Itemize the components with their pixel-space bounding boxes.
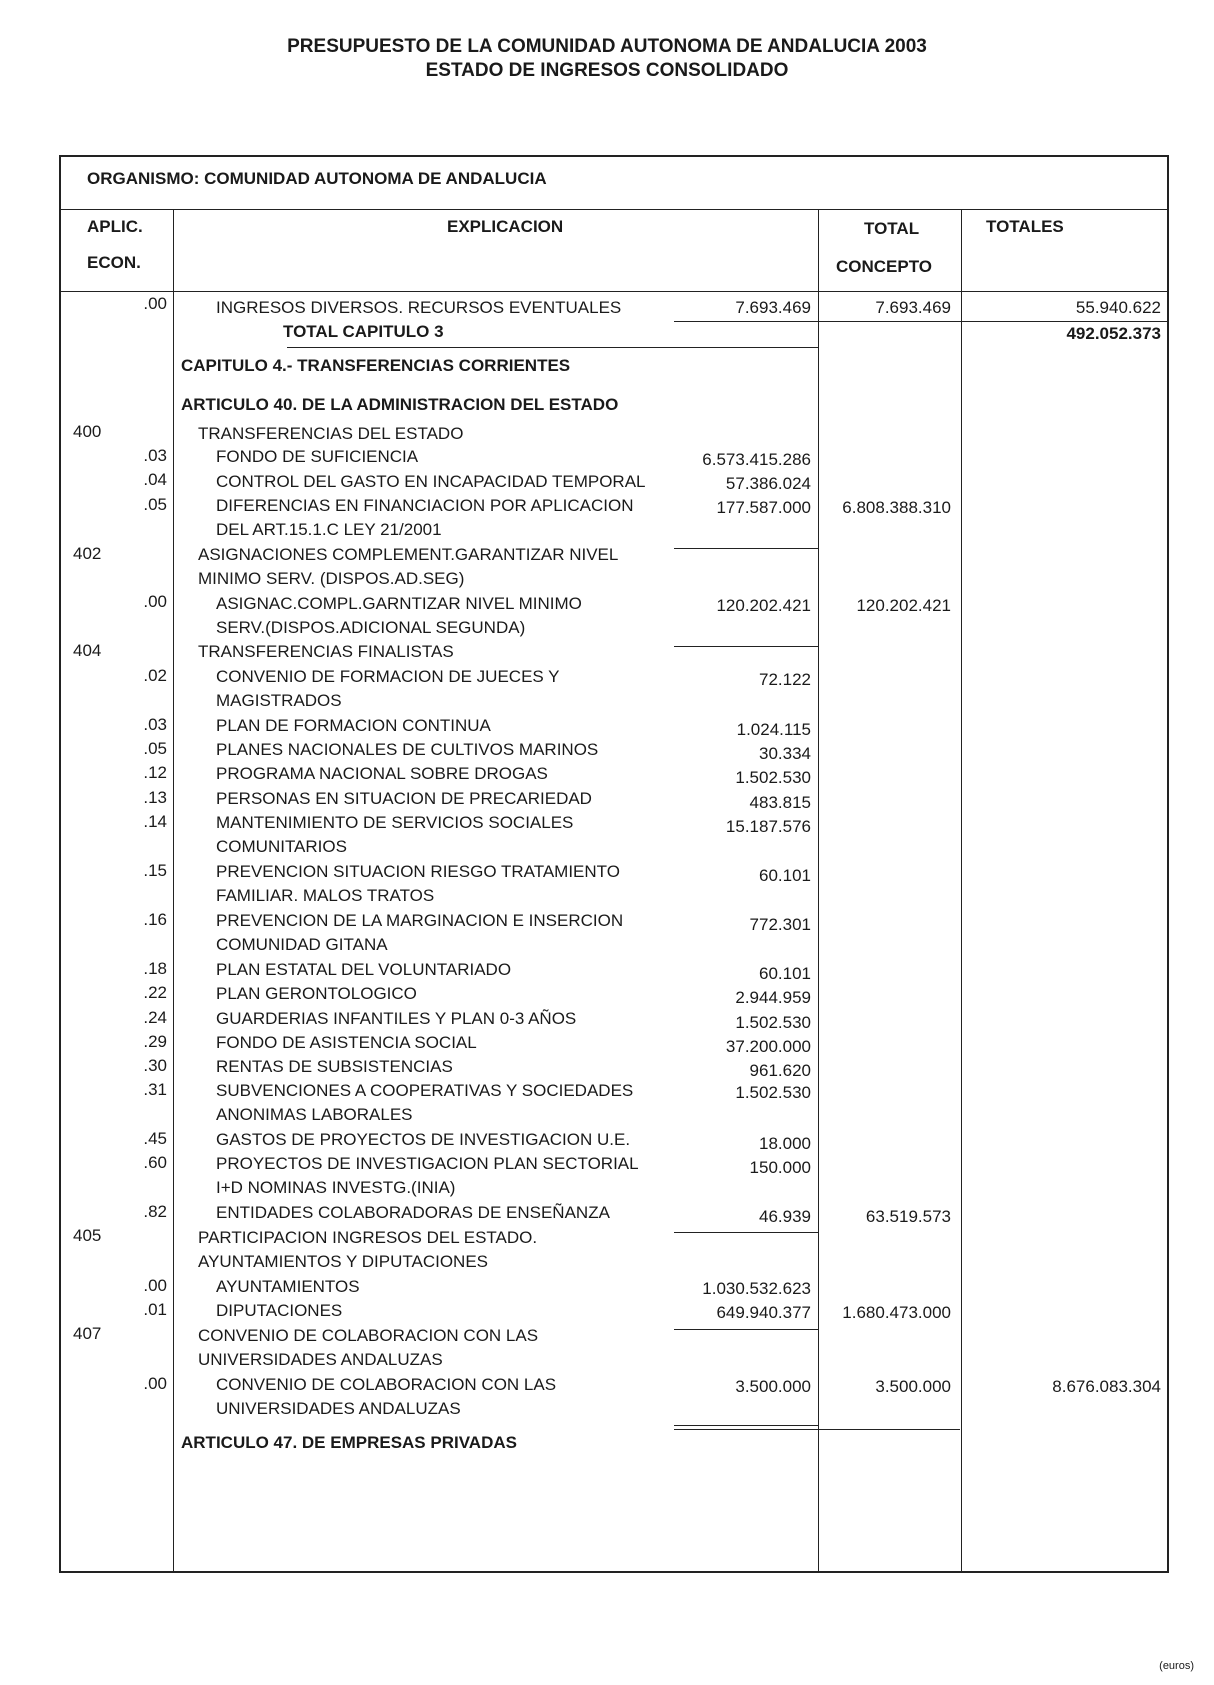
row-text: PROYECTOS DE INVESTIGACION PLAN SECTORIAL [216, 1154, 639, 1173]
row-code: 402 [73, 544, 102, 563]
header-divider [61, 291, 1167, 292]
row-text: COMUNITARIOS [216, 837, 347, 856]
row-amount: 15.187.576 [725, 817, 811, 836]
row-amount: 30.334 [759, 744, 811, 763]
row-amount: 18.000 [759, 1134, 811, 1153]
row-text: COMUNIDAD GITANA [216, 935, 388, 954]
row-code: .29 [143, 1032, 167, 1051]
subtotal-400-rule [674, 548, 818, 549]
row-code: .15 [143, 861, 167, 880]
row-code: .31 [143, 1080, 167, 1099]
row-concept: 3.500.000 [875, 1377, 951, 1396]
row-text: ENTIDADES COLABORADORAS DE ENSEÑANZA [216, 1203, 610, 1222]
row-amount: 37.200.000 [725, 1037, 811, 1056]
row-code: .03 [143, 715, 167, 734]
row-amount: 60.101 [759, 964, 811, 983]
row-code: .18 [143, 959, 167, 978]
row-code: 404 [73, 641, 102, 660]
row-code: .14 [143, 812, 167, 831]
total-cap3-underline [287, 347, 819, 348]
row-amount: 483.815 [749, 793, 811, 812]
row-text: MANTENIMIENTO DE SERVICIOS SOCIALES [216, 813, 574, 832]
row-amount: 150.000 [749, 1158, 811, 1177]
row-text: ASIGNAC.COMPL.GARNTIZAR NIVEL MINIMO [216, 594, 582, 613]
row-code: 407 [73, 1324, 102, 1343]
row-text: CAPITULO 4.- TRANSFERENCIAS CORRIENTES [181, 356, 571, 375]
row-amount: 1.030.532.623 [702, 1279, 811, 1298]
row-text: FONDO DE SUFICIENCIA [216, 447, 419, 466]
row-code: .04 [143, 470, 167, 489]
row-text: PREVENCION DE LA MARGINACION E INSERCION [216, 911, 624, 930]
document-title: PRESUPUESTO DE LA COMUNIDAD AUTONOMA DE ANDALUCIA 2003 [287, 36, 927, 57]
row-amount: 961.620 [749, 1061, 811, 1080]
row-text: CONVENIO DE FORMACION DE JUECES Y [216, 667, 560, 686]
col-divider-code [173, 209, 174, 1573]
header-total: TOTAL [864, 219, 920, 238]
row-amount: 46.939 [759, 1207, 811, 1226]
organismo-label: ORGANISMO: COMUNIDAD AUTONOMA DE ANDALUCIA [87, 169, 547, 188]
row-text: RENTAS DE SUBSISTENCIAS [216, 1057, 453, 1076]
row-text: PLAN GERONTOLOGICO [216, 984, 417, 1003]
row-text: PERSONAS EN SITUACION DE PRECARIEDAD [216, 789, 592, 808]
row-total: 55.940.622 [1075, 298, 1161, 317]
row-text: UNIVERSIDADES ANDALUZAS [216, 1399, 461, 1418]
header-aplic: APLIC. [87, 217, 143, 236]
row-code: .05 [143, 495, 167, 514]
header-totales: TOTALES [986, 217, 1064, 236]
document-subtitle: ESTADO DE INGRESOS CONSOLIDADO [425, 60, 789, 81]
row-text: I+D NOMINAS INVESTG.(INIA) [216, 1178, 456, 1197]
header-concepto: CONCEPTO [836, 257, 933, 276]
row-amount: 177.587.000 [716, 498, 811, 517]
row-text: TRANSFERENCIAS DEL ESTADO [198, 424, 464, 443]
row-code: 400 [73, 422, 102, 441]
col-divider-concept [961, 209, 962, 1573]
col-divider-amount [818, 209, 819, 1573]
row-amount: 72.122 [759, 670, 811, 689]
row-amount: 649.940.377 [716, 1303, 811, 1322]
row-text: ASIGNACIONES COMPLEMENT.GARANTIZAR NIVEL [198, 545, 619, 564]
row-text: INGRESOS DIVERSOS. RECURSOS EVENTUALES [216, 298, 622, 317]
row-concept: 120.202.421 [856, 596, 951, 615]
row-text: CONVENIO DE COLABORACION CON LAS [216, 1375, 557, 1394]
row-text: FONDO DE ASISTENCIA SOCIAL [216, 1033, 477, 1052]
row-text: CONTROL DEL GASTO EN INCAPACIDAD TEMPORAL [216, 472, 646, 491]
row-text: DEL ART.15.1.C LEY 21/2001 [216, 520, 442, 539]
subtotal-407-rule [674, 1425, 818, 1426]
row-text: CONVENIO DE COLABORACION CON LAS [198, 1326, 539, 1345]
row-text: PROGRAMA NACIONAL SOBRE DROGAS [216, 764, 548, 783]
row-code: .24 [143, 1008, 167, 1027]
row-concept: 6.808.388.310 [842, 498, 951, 517]
row-code: 405 [73, 1226, 102, 1245]
organismo-divider [61, 209, 1167, 210]
row-text: PARTICIPACION INGRESOS DEL ESTADO. [198, 1228, 538, 1247]
budget-table [59, 155, 1169, 1573]
row-total: 492.052.373 [1066, 324, 1161, 343]
row-text: DIPUTACIONES [216, 1301, 343, 1320]
row-amount: 2.944.959 [735, 988, 811, 1007]
row-amount: 120.202.421 [716, 596, 811, 615]
row-code: .00 [143, 1374, 167, 1393]
row-code: .13 [143, 788, 167, 807]
row-text: DIFERENCIAS EN FINANCIACION POR APLICACION [216, 496, 634, 515]
row-text: SERV.(DISPOS.ADICIONAL SEGUNDA) [216, 618, 526, 637]
row-text: PLAN DE FORMACION CONTINUA [216, 716, 491, 735]
row-amount: 7.693.469 [735, 298, 811, 317]
subtotal-404-rule [674, 1232, 818, 1233]
row-text: MAGISTRADOS [216, 691, 342, 710]
row-concept: 1.680.473.000 [842, 1303, 951, 1322]
row-text: ARTICULO 47. DE EMPRESAS PRIVADAS [181, 1433, 517, 1452]
row-amount: 57.386.024 [725, 474, 811, 493]
row-text: GUARDERIAS INFANTILES Y PLAN 0-3 AÑOS [216, 1009, 577, 1028]
row-amount: 60.101 [759, 866, 811, 885]
row-code: .30 [143, 1056, 167, 1075]
row-code: .16 [143, 910, 167, 929]
row-code: .01 [143, 1300, 167, 1319]
articulo47-rule [674, 1429, 960, 1430]
row-code: .82 [143, 1202, 167, 1221]
row-text: GASTOS DE PROYECTOS DE INVESTIGACION U.E. [216, 1130, 631, 1149]
row-total: 8.676.083.304 [1052, 1377, 1161, 1396]
row-code: .03 [143, 446, 167, 465]
row-code: .12 [143, 763, 167, 782]
row-text: SUBVENCIONES A COOPERATIVAS Y SOCIEDADES [216, 1081, 634, 1100]
row-amount: 6.573.415.286 [702, 450, 811, 469]
row-code: .00 [143, 1276, 167, 1295]
row-concept: 63.519.573 [865, 1207, 951, 1226]
subtotal-405-rule [674, 1329, 818, 1330]
header-explicacion: EXPLICACION [447, 217, 564, 236]
row-text: AYUNTAMIENTOS Y DIPUTACIONES [198, 1252, 488, 1271]
row-amount: 772.301 [749, 915, 811, 934]
row-text: ANONIMAS LABORALES [216, 1105, 413, 1124]
row-text: FAMILIAR. MALOS TRATOS [216, 886, 435, 905]
row-text: MINIMO SERV. (DISPOS.AD.SEG) [198, 569, 465, 588]
row-text: ARTICULO 40. DE LA ADMINISTRACION DEL ESTADO [181, 395, 619, 414]
row-text: PLAN ESTATAL DEL VOLUNTARIADO [216, 960, 512, 979]
row-amount: 3.500.000 [735, 1377, 811, 1396]
row-amount: 1.502.530 [735, 1013, 811, 1032]
row-amount: 1.502.530 [735, 1083, 811, 1102]
row-code: .00 [143, 294, 167, 313]
row-concept: 7.693.469 [875, 298, 951, 317]
currency-note: (euros) [1159, 1660, 1194, 1672]
row-text: AYUNTAMIENTOS [216, 1277, 360, 1296]
row-code: .22 [143, 983, 167, 1002]
row-text: PREVENCION SITUACION RIESGO TRATAMIENTO [216, 862, 620, 881]
row-code: .05 [143, 739, 167, 758]
row-text: TOTAL CAPITULO 3 [283, 322, 444, 341]
row-amount: 1.024.115 [736, 720, 811, 739]
row-code: .45 [143, 1129, 167, 1148]
row-text: PLANES NACIONALES DE CULTIVOS MARINOS [216, 740, 599, 759]
row-code: .60 [143, 1153, 167, 1172]
total-cap3-rule [674, 321, 1167, 322]
row-text: UNIVERSIDADES ANDALUZAS [198, 1350, 443, 1369]
row-code: .02 [143, 666, 167, 685]
subtotal-402-rule [674, 646, 818, 647]
row-code: .00 [143, 592, 167, 611]
row-amount: 1.502.530 [735, 768, 811, 787]
row-text: TRANSFERENCIAS FINALISTAS [198, 642, 454, 661]
header-econ: ECON. [87, 253, 141, 272]
